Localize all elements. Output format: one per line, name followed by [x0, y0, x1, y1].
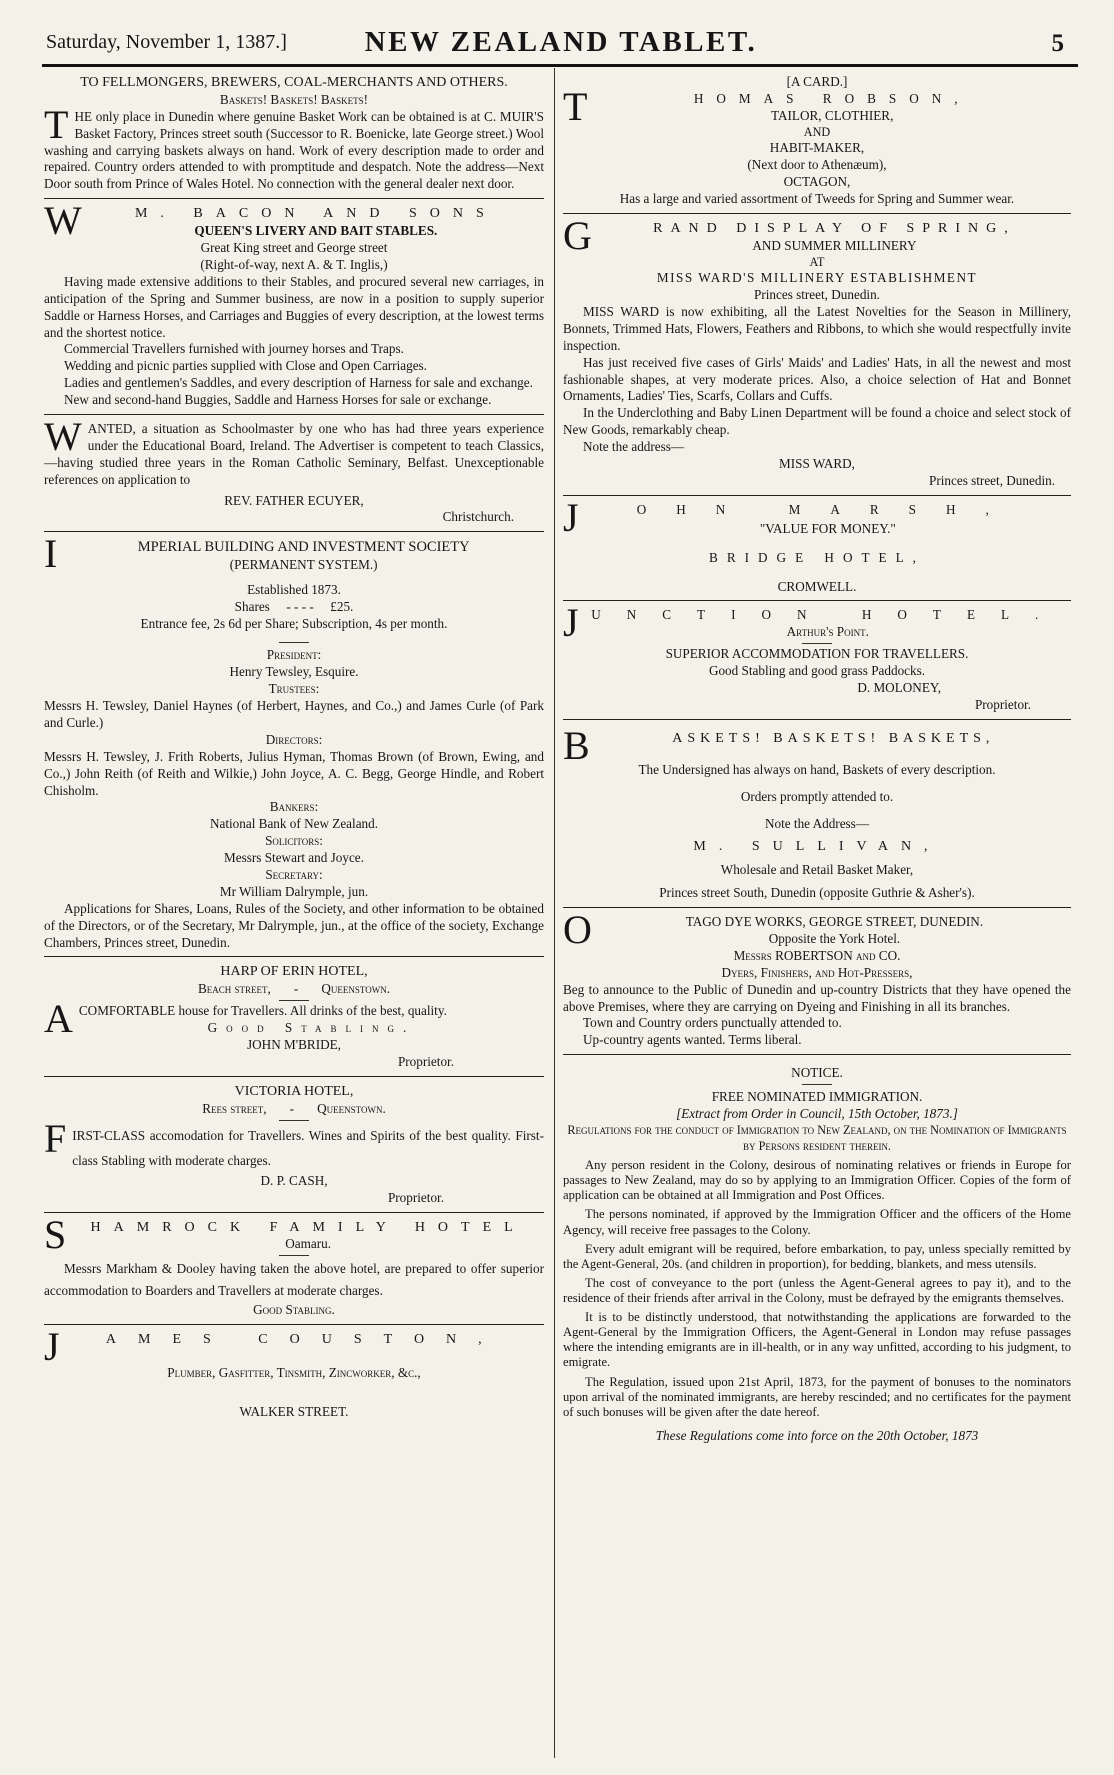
address-note: (Next door to Athenæum), [747, 157, 887, 173]
proprietor-role: Proprietor. [397, 1053, 454, 1069]
applications-text: Applications for Shares, Loans, Rules of the Society, and other information to be obtained of the Directors, or of the Secretary, Mr Dalrymple, jun., at the office of the society, Exchange Chambers, Princes street, Dunedin. [44, 900, 544, 950]
ad-john-marsh [563, 502, 1071, 602]
trustees-names: Messrs H. Tewsley, Daniel Haynes (of Herbert, Haynes, and Co.,) and James Curle (of Park and Curle.) [44, 698, 544, 730]
masthead-rule [42, 64, 1078, 67]
maker-role: Wholesale and Retail Basket Maker, [720, 862, 914, 878]
notice-paragraph: The Regulation, issued upon 21st April, 1873, for the payment of bonuses to the nominators upon arrival of the nominated immigrants, are hereby rescinded; and no certificates for the payment of such bonuses will be given after the date hereof. [563, 1374, 1071, 1419]
section-rule [802, 1084, 832, 1085]
ad-heading: TO FELLMONGERS, BREWERS, COAL-MERCHANTS AND OTHERS. [80, 75, 508, 90]
town: Queenstown. [321, 981, 391, 997]
newspaper-title: NEW ZEALAND TABLET. [364, 26, 758, 58]
hotel-line: BRIDGE HOTEL, [709, 549, 925, 565]
street-line: WALKER STREET. [239, 1403, 349, 1419]
ad-james-couston [44, 1331, 544, 1426]
issue-date: Saturday, November 1, 1387.] [46, 31, 287, 53]
ad-junction-hotel [563, 607, 1071, 719]
trades-line: Plumber, Gasfitter, Tinsmith, Zincworker, &c., [167, 1364, 421, 1380]
drop-cap: A [44, 996, 73, 1042]
directors-names: Messrs H. Tewsley, J. Frith Roberts, Julius Hyman, Thomas Brown (of Brown, Ewing, and Co.,) John Reith (of Reith and Wilkie,) John Joyce, A. C. Begg, George Hindle, and Robert Chisholm. [44, 748, 544, 798]
ad-contact-name: REV. FATHER ECUYER, [224, 492, 364, 508]
trade-line: Dyers, Finishers, and Hot-Pressers, [721, 964, 913, 980]
drop-cap: J [44, 1330, 60, 1369]
secretary-name: Mr William Dalrymple, jun. [219, 883, 369, 899]
separator: - [293, 981, 299, 997]
ad-paragraph: The Undersigned has always on hand, Baskets of every description. [638, 761, 996, 777]
solicitors-name: Messrs Stewart and Joyce. [224, 850, 364, 866]
notice-paragraph: Any person resident in the Colony, desirous of nominating relatives or friends in Europe for passages to New Zealand, may do so by applying to an Immigration Officer. Copies of the form of application can be obtained at all Immigration and Post Offices. [563, 1158, 1071, 1203]
ad-title: OHN MARSH, [636, 501, 1019, 517]
notice-footer: These Regulations come into force on the 20th October, 1873 [655, 1427, 979, 1443]
notice-extract: [Extract from Order in Council, 15th October, 1873.] [676, 1106, 958, 1121]
ad-paragraph: Having made extensive additions to their Stables, and procured several new carriages, in anticipation of the Spring and Summer business, are now in a position to supply superior Saddle or Harness Horses, and Carriages and Buggies of every description, at the lowest terms and the shortest notice. [44, 273, 544, 340]
drop-cap: J [563, 501, 579, 540]
place-line: Arthur's Point. [786, 624, 869, 640]
ad-imperial-society [44, 538, 544, 957]
ad-title: AMES COUSTON, [105, 1331, 504, 1347]
ad-contact-place: Christchurch. [442, 509, 514, 525]
ad-title: MPERIAL BUILDING AND INVESTMENT SOCIETY [137, 539, 470, 556]
proprietor-role: Proprietor. [387, 1189, 444, 1205]
ad-body: IRST-CLASS accomodation for Travellers. Wines and Spirits of the best quality. First-class Stabling with moderate charges. [72, 1127, 544, 1168]
ad-victoria-hotel [44, 1083, 544, 1213]
street: Rees street, [202, 1100, 267, 1116]
and-line: AND [803, 124, 831, 139]
card-label: [A CARD.] [786, 74, 848, 89]
ad-title: RAND DISPLAY OF SPRING, [653, 220, 1016, 236]
ad-muir-baskets [44, 74, 544, 199]
address-line: Princes street, Dunedin. [754, 287, 880, 303]
ad-address [44, 981, 544, 998]
ad-shamrock-hotel [44, 1219, 544, 1325]
proprietor-name: JOHN M'BRIDE, [247, 1037, 341, 1053]
ad-body: Has a large and varied assortment of Tweeds for Spring and Summer wear. [619, 190, 1015, 206]
ad-paragraph: Has just received five cases of Girls' Maids' and Ladies' Hats, in all the newest and most fashionable shapes, at very moderate prices. Also, a choice selection of Hat and Bonnet Ornaments, Ladies' Ties, Scarfs, Collars and Cuffs. [563, 354, 1071, 404]
stabling-line: Good Stabling. [253, 1301, 335, 1317]
secretary-label: Secretary: [265, 866, 323, 882]
fees-line: Entrance fee, 2s 6d per Share; Subscription, 4s per month. [140, 615, 448, 631]
ad-title: HARP OF ERIN HOTEL, [220, 964, 368, 980]
section-rule [279, 642, 309, 643]
notice-paragraph: Every adult emigrant will be required, before embarkation, to pay, unless specially remitted by the Agent-General, 20s. (and children in proportion), for bedding, blankets, and mess utensils. [563, 1241, 1071, 1271]
notice-free-immigration [563, 1061, 1071, 1450]
ad-paragraph: Commercial Travellers furnished with journey horses and Traps. [64, 341, 404, 357]
ad-title: TAGO DYE WORKS, GEORGE STREET, DUNEDIN. [685, 914, 984, 930]
ad-address-note: (Right-of-way, next A. & T. Inglis,) [200, 256, 388, 272]
stabling-line: Good Stabling. [207, 1020, 416, 1036]
ad-title: ASKETS! BASKETS! BASKETS, [672, 730, 995, 746]
president-name: Henry Tewsley, Esquire. [229, 664, 359, 680]
town: Queenstown. [317, 1100, 386, 1116]
ad-paragraph: Town and Country orders punctually attended to. [583, 1015, 842, 1031]
ad-title: UNCTION HOTEL. [591, 607, 1065, 623]
ad-paragraph: MISS WARD is now exhibiting, all the Latest Novelties for the Season in Millinery, Bonnets, Trimmed Hats, Flowers, Feathers and Ribbons, to which she would respectfully invite inspection. [563, 304, 1071, 353]
ad-schoolmaster-wanted [44, 421, 544, 532]
ad-body: Messrs Markham & Dooley having taken the above hotel, are prepared to offer superior accommodation to Boarders and Travellers at moderate charges. [44, 1261, 544, 1299]
drop-cap: I [44, 538, 58, 577]
ad-body: HE only place in Dunedin where genuine Basket Work can be obtained is at C. MUIR'S Basket Factory, Princes street south (Successor to R. Boenicke, late George street.) Wool washing and carrying baskets always on hand. Work of every description made to order and repaired. Country orders attended to with promptitude and despatch. Note the address—Next Door south from Prince of Wales Hotel. No connection with the general dealer next door. [44, 108, 544, 192]
contact-address: Princes street, Dunedin. [929, 472, 1055, 488]
notice-title: FREE NOMINATED IMMIGRATION. [711, 1089, 923, 1105]
ad-paragraph: Orders promptly attended to. [740, 788, 894, 804]
bankers-label: Bankers: [269, 799, 319, 815]
drop-cap: W [44, 205, 82, 244]
maker-address: Princes street South, Dunedin (opposite Guthrie & Asher's). [659, 885, 975, 901]
ad-subtitle: (PERMANENT SYSTEM.) [229, 556, 378, 572]
ad-subtitle: SUPERIOR ACCOMMODATION FOR TRAVELLERS. [665, 646, 969, 662]
ad-paragraph: Ladies and gentlemen's Saddles, and every description of Harness for sale and exchange. [64, 375, 533, 391]
drop-cap: F [44, 1115, 67, 1161]
ad-paragraph: New and second-hand Buggies, Saddle and Harness Horses for sale or exchange. [64, 392, 492, 408]
ad-body: ANTED, a situation as Schoolmaster by one who has had three years experience under the Educational Board, Ireland. The Advertiser is competent to teach Classics,—having studied three years in the Roman Catholic Seminary, Belfast. Unexceptionable references on application to [44, 420, 544, 487]
drop-cap: G [563, 219, 592, 258]
directors-label: Directors: [265, 731, 323, 747]
drop-cap: S [44, 1218, 67, 1257]
trade-line: HABIT-MAKER, [769, 140, 865, 156]
president-label: President: [266, 647, 322, 663]
bankers-name: National Bank of New Zealand. [209, 816, 379, 832]
separator: - [289, 1100, 295, 1116]
drop-cap: B [563, 725, 590, 768]
trustees-label: Trustees: [268, 681, 320, 697]
notice-heading: NOTICE. [791, 1065, 843, 1081]
section-rule [279, 1120, 309, 1121]
page-number: 5 [1051, 30, 1064, 57]
proprietor-role: Proprietor. [974, 696, 1031, 712]
ad-title: VICTORIA HOTEL, [234, 1083, 354, 1099]
ad-title: M. BACON AND SONS [134, 206, 497, 222]
ad-address: Great King street and George street [200, 240, 388, 256]
ad-paragraph: Wedding and picnic parties supplied with Close and Open Carriages. [64, 358, 427, 374]
ad-subtitle: QUEEN'S LIVERY AND BAIT STABLES. [194, 223, 438, 239]
ad-town: Oamaru. [285, 1236, 332, 1252]
left-column [44, 74, 544, 1762]
shares-value: £25. [330, 598, 354, 614]
ad-address [44, 1101, 544, 1118]
solicitors-label: Solicitors: [265, 833, 323, 849]
notice-paragraph: The cost of conveyance to the port (unless the Agent-General agrees to pay it), and to the residence of their friends after arrival in the Colony, must be defrayed by the emigrants themselves. [563, 1275, 1071, 1305]
ad-paragraph: Note the address— [583, 439, 685, 455]
drop-cap: W [44, 420, 82, 459]
ad-subtitle: AND SUMMER MILLINERY [752, 237, 917, 253]
shares-line [44, 599, 544, 616]
ad-paragraph: Note the Address— [764, 815, 870, 831]
street: Beach street, [197, 981, 271, 997]
address-line: OCTAGON, [783, 174, 851, 190]
ad-subtitle: TAILOR, CLOTHIER, [771, 107, 894, 123]
ad-title: HOMAS ROBSON, [693, 90, 971, 106]
section-rule [279, 1000, 309, 1001]
ad-subtitle: Opposite the York Hotel. [768, 930, 901, 946]
column-divider [554, 68, 555, 1758]
proprietor-name: D. P. CASH, [260, 1172, 328, 1188]
at-line: AT [809, 254, 825, 269]
drop-cap: T [44, 101, 69, 147]
ad-otago-dye-works [563, 914, 1071, 1055]
establishment-line: MISS WARD'S MILLINERY ESTABLISHMENT [656, 270, 978, 286]
ad-paragraph: Beg to announce to the Public of Dunedin and up-country Districts that they have opened the above Premises, where they are carrying on Dyeing and Finishing in all its branches. [563, 981, 1071, 1014]
contact-name: MISS WARD, [779, 456, 855, 472]
ad-bacon-stables [44, 205, 544, 415]
section-rule [802, 643, 832, 644]
drop-cap: O [563, 914, 592, 953]
ad-miss-ward [563, 220, 1071, 496]
notice-regulations-heading: Regulations for the conduct of Immigration to New Zealand, on the Nomination of Immigrants by Persons resident therein. [567, 1122, 1067, 1153]
firm-line: Messrs ROBERTSON and CO. [733, 947, 901, 963]
ad-thomas-robson [563, 74, 1071, 214]
section-rule [279, 1255, 309, 1256]
ad-body: COMFORTABLE house for Travellers. All drinks of the best, quality. [78, 1003, 447, 1019]
ad-paragraph: In the Underclothing and Baby Linen Department will be found a choice and select stock of New Goods, remarkably cheap. [563, 405, 1071, 438]
ad-body: Good Stabling and good grass Paddocks. [708, 663, 926, 679]
proprietor-name: D. MOLONEY, [857, 679, 941, 695]
right-column [563, 74, 1071, 1762]
shares-label: Shares [234, 598, 270, 614]
masthead [46, 14, 1076, 64]
maker-name: M. SULLIVAN, [693, 839, 941, 855]
notice-paragraph: It is to be distinctly understood, that notwithstanding the applications are forwarded to the Agent-General by the Immigration Officers, the Agent-General in London may refuse passages where the intending emigrants are in ill-health, or in any way unfitted, according to his judgment, to emigrate. [563, 1310, 1071, 1370]
ad-harp-of-erin [44, 963, 544, 1076]
notice-paragraph: The persons nominated, if approved by the Immigration Officer and the officers of the Home Agency, will receive free passages to the Colony. [563, 1207, 1071, 1237]
established-line: Established 1873. [247, 581, 341, 597]
ad-paragraph: Up-country agents wanted. Terms liberal. [583, 1032, 802, 1048]
ad-sullivan-baskets [563, 726, 1071, 908]
drop-cap: J [563, 607, 579, 646]
town-line: CROMWELL. [777, 578, 857, 594]
ad-title: HAMROCK FAMILY HOTEL [90, 1219, 526, 1235]
ad-subheading: Baskets! Baskets! Baskets! [219, 91, 369, 107]
shares-dots: - - - - [286, 598, 314, 614]
slogan: "VALUE FOR MONEY." [759, 520, 896, 536]
drop-cap: T [563, 83, 588, 129]
